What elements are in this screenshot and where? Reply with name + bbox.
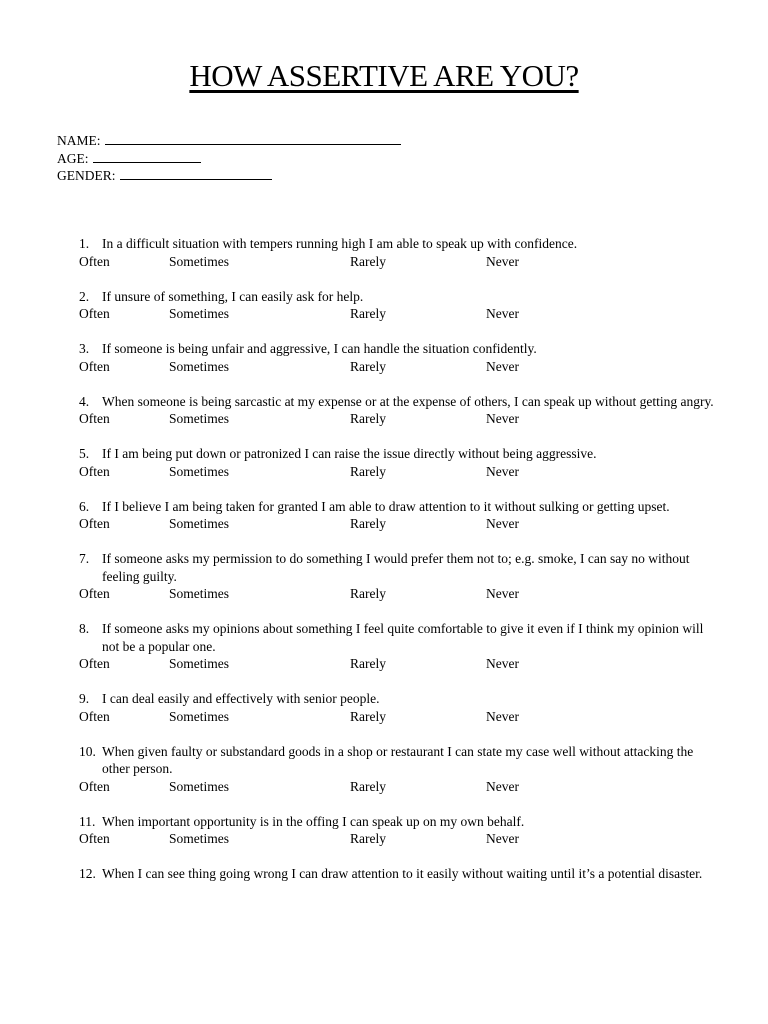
question-item [79,445,719,480]
answer-option-rarely[interactable]: Rarely [350,358,386,374]
question-item [79,340,719,375]
answer-option-rarely[interactable]: Rarely [350,306,386,321]
answer-option-often[interactable]: Often [79,586,110,601]
question-text: When given faulty or substandard goods in a shop or restaurant I can state my case well without attacking the other person. [102,743,694,776]
question-text: If someone asks my permission to do something I would prefer them not to; e.g. smoke, I can say no without feeling guilty. [102,551,690,584]
question-header [79,235,719,253]
answer-option-never[interactable]: Never [486,463,519,479]
question-number: 10. [79,743,96,759]
answer-options [79,253,719,271]
question-header [79,445,719,463]
answer-option-sometimes[interactable]: Sometimes [169,358,229,374]
question-item [79,865,719,883]
question-header [79,498,719,516]
question-header [79,813,719,831]
gender-field-row [57,167,401,185]
answer-option-rarely[interactable]: Rarely [350,253,386,269]
answer-option-often[interactable]: Often [79,306,110,321]
gender-blank-line[interactable] [120,167,272,180]
answer-option-never[interactable]: Never [486,586,519,601]
question-header [79,393,719,411]
question-number: 6. [79,498,90,514]
answer-option-rarely[interactable]: Rarely [350,411,386,426]
question-item [79,550,719,603]
question-header [79,865,719,883]
answer-option-sometimes[interactable]: Sometimes [169,778,229,794]
question-header [79,620,719,655]
answer-option-sometimes[interactable]: Sometimes [169,708,229,724]
answer-option-never[interactable]: Never [486,516,519,531]
question-number: 9. [79,691,90,706]
answer-option-sometimes[interactable]: Sometimes [169,463,229,479]
question-number: 2. [79,288,90,304]
question-text: In a difficult situation with tempers running high I am able to speak up with confidence. [102,236,578,251]
answer-options [79,585,719,603]
age-label: AGE: [57,150,89,166]
age-field-row [57,150,401,168]
name-blank-line[interactable] [105,132,401,145]
question-item [79,498,719,533]
answer-option-often[interactable]: Often [79,656,110,671]
question-number: 5. [79,446,90,461]
question-text: If I believe I am being taken for granted I am able to draw attention to it without sulking or getting upset. [102,498,670,514]
question-text: If someone is being unfair and aggressive, I can handle the situation confidently. [102,341,537,356]
answer-option-rarely[interactable]: Rarely [350,831,386,846]
question-item [79,813,719,848]
age-blank-line[interactable] [93,150,201,163]
question-text: If someone asks my opinions about something I feel quite comfortable to give it even if I think my opinion will not be a popular one. [102,621,704,654]
question-header [79,550,719,585]
answer-options [79,830,719,848]
answer-option-rarely[interactable]: Rarely [350,586,386,601]
answer-option-sometimes[interactable]: Sometimes [169,656,229,671]
answer-options [79,358,719,376]
question-text: I can deal easily and effectively with senior people. [102,691,380,706]
question-header [79,743,719,778]
question-number: 12. [79,866,96,881]
question-item [79,690,719,725]
answer-option-never[interactable]: Never [486,778,519,794]
answer-option-sometimes[interactable]: Sometimes [169,253,229,269]
answer-options [79,778,719,796]
answer-option-rarely[interactable]: Rarely [350,778,386,794]
question-item [79,743,719,796]
question-text: If unsure of something, I can easily ask for help. [102,288,364,304]
answer-option-sometimes[interactable]: Sometimes [169,306,229,321]
question-header [79,340,719,358]
name-field-row [57,132,401,150]
answer-option-sometimes[interactable]: Sometimes [169,411,229,426]
question-item [79,288,719,323]
answer-options [79,305,719,323]
answer-option-often[interactable]: Often [79,708,110,724]
question-number: 1. [79,236,90,251]
gender-label: GENDER: [57,168,116,183]
answer-option-often[interactable]: Often [79,831,110,846]
answer-option-often[interactable]: Often [79,411,110,426]
answer-option-sometimes[interactable]: Sometimes [169,516,229,531]
answer-options [79,463,719,481]
question-number: 3. [79,341,90,356]
question-number: 4. [79,393,90,409]
question-item [79,620,719,673]
answer-options [79,515,719,533]
question-text: When important opportunity is in the offing I can speak up on my own behalf. [102,813,525,829]
page-title: HOW ASSERTIVE ARE YOU? [189,58,579,93]
question-text: When someone is being sarcastic at my expense or at the expense of others, I can speak up without getting angry. [102,393,714,409]
answer-option-never[interactable]: Never [486,656,519,671]
answer-option-sometimes[interactable]: Sometimes [169,831,229,846]
answer-option-never[interactable]: Never [486,831,519,846]
question-header [79,288,719,306]
answer-option-rarely[interactable]: Rarely [350,656,386,671]
answer-option-never[interactable]: Never [486,411,519,426]
question-text: When I can see thing going wrong I can draw attention to it easily without waiting until it’s a potential disaster. [102,866,703,881]
answer-option-rarely[interactable]: Rarely [350,463,386,479]
name-label: NAME: [57,133,101,148]
answer-option-often[interactable]: Often [79,358,110,374]
question-number: 11. [79,813,96,829]
answer-option-often[interactable]: Often [79,516,110,531]
answer-option-often[interactable]: Often [79,463,110,479]
answer-option-never[interactable]: Never [486,708,519,724]
answer-option-sometimes[interactable]: Sometimes [169,586,229,601]
answer-options [79,410,719,428]
answer-options [79,708,719,726]
answer-option-often[interactable]: Often [79,778,110,794]
answer-option-often[interactable]: Often [79,253,110,269]
question-header [79,690,719,708]
answer-option-rarely[interactable]: Rarely [350,516,386,531]
answer-option-never[interactable]: Never [486,253,519,269]
answer-option-rarely[interactable]: Rarely [350,708,386,724]
question-item [79,393,719,428]
question-text: If I am being put down or patronized I can raise the issue directly without being aggressive. [102,446,597,461]
question-number: 7. [79,551,90,566]
question-number: 8. [79,621,90,636]
answer-options [79,655,719,673]
question-item [79,235,719,270]
answer-option-never[interactable]: Never [486,358,519,374]
personal-info-fields [57,132,401,185]
question-list [79,235,719,883]
answer-option-never[interactable]: Never [486,306,519,321]
